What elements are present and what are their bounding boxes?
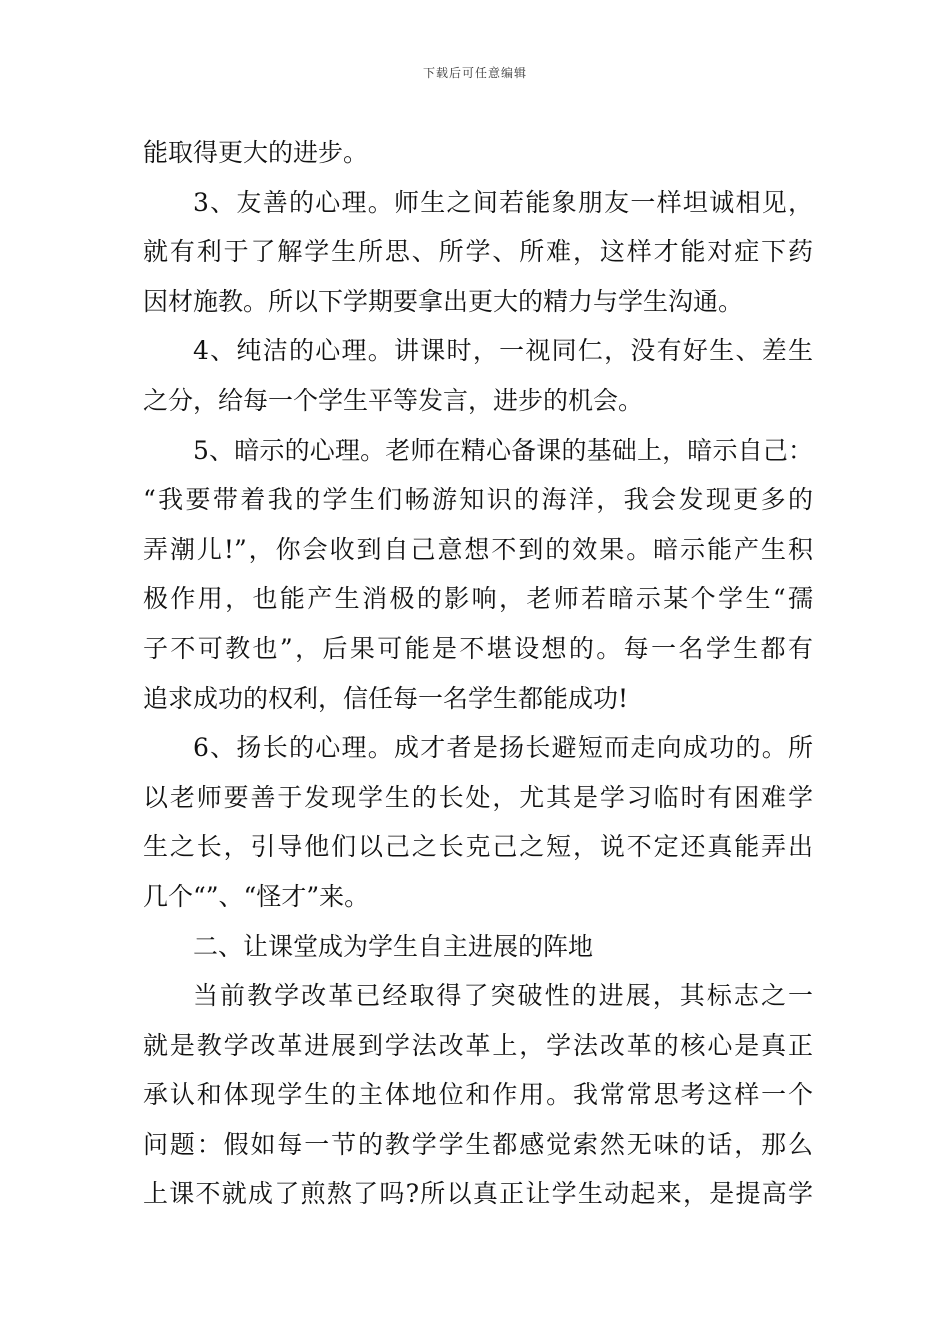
text-line: 问题：假如每一节的教学学生都感觉索然无味的话，那么 [143, 1129, 813, 1159]
text-line: 极作用，也能产生消极的影响，老师若暗示某个学生“孺 [143, 584, 813, 614]
text-line: 5、暗示的心理。老师在精心备课的基础上，暗示自己： [193, 435, 813, 465]
text-line: 就是教学改革进展到学法改革上，学法改革的核心是真正 [143, 1030, 813, 1060]
text-line: “我要带着我的学生们畅游知识的海洋，我会发现更多的 [143, 485, 813, 515]
text-line: 因材施教。所以下学期要拿出更大的精力与学生沟通。 [143, 286, 744, 316]
text-line: 4、纯洁的心理。讲课时，一视同仁，没有好生、差生 [193, 336, 813, 366]
section-heading: 二、让课堂成为学生自主进展的阵地 [193, 931, 594, 961]
text-line: 生之长，引导他们以己之长克己之短，说不定还真能弄出 [143, 832, 813, 862]
text-line: 之分，给每一个学生平等发言，进步的机会。 [143, 385, 644, 415]
text-line: 以老师要善于发现学生的长处，尤其是学习临时有困难学 [143, 782, 813, 812]
page-header: 下载后可任意编辑 [422, 66, 527, 80]
text-line: 上课不就成了煎熬了吗?所以真正让学生动起来，是提高学 [143, 1179, 813, 1209]
text-line: 就有利于了解学生所思、所学、所难，这样才能对症下药 [143, 237, 813, 267]
text-line: 6、扬长的心理。成才者是扬长避短而走向成功的。所 [193, 733, 813, 763]
text-line: 能取得更大的进步。 [143, 138, 369, 167]
text-line: 3、友善的心理。师生之间若能象朋友一样坦诚相见， [193, 187, 813, 217]
document-body [143, 128, 813, 1219]
text-line: 子不可教也”，后果可能是不堪设想的。每一名学生都有 [143, 633, 813, 663]
text-line: 当前教学改革已经取得了突破性的进展，其标志之一 [193, 981, 813, 1011]
text-line: 几个“”、“怪才”来。 [143, 881, 370, 911]
text-line: 追求成功的权利，信任每一名学生都能成功! [143, 683, 629, 713]
text-line: 弄潮儿!”，你会收到自己意想不到的效果。暗示能产生积 [143, 534, 813, 564]
text-line: 承认和体现学生的主体地位和作用。我常常思考这样一个 [143, 1080, 813, 1110]
